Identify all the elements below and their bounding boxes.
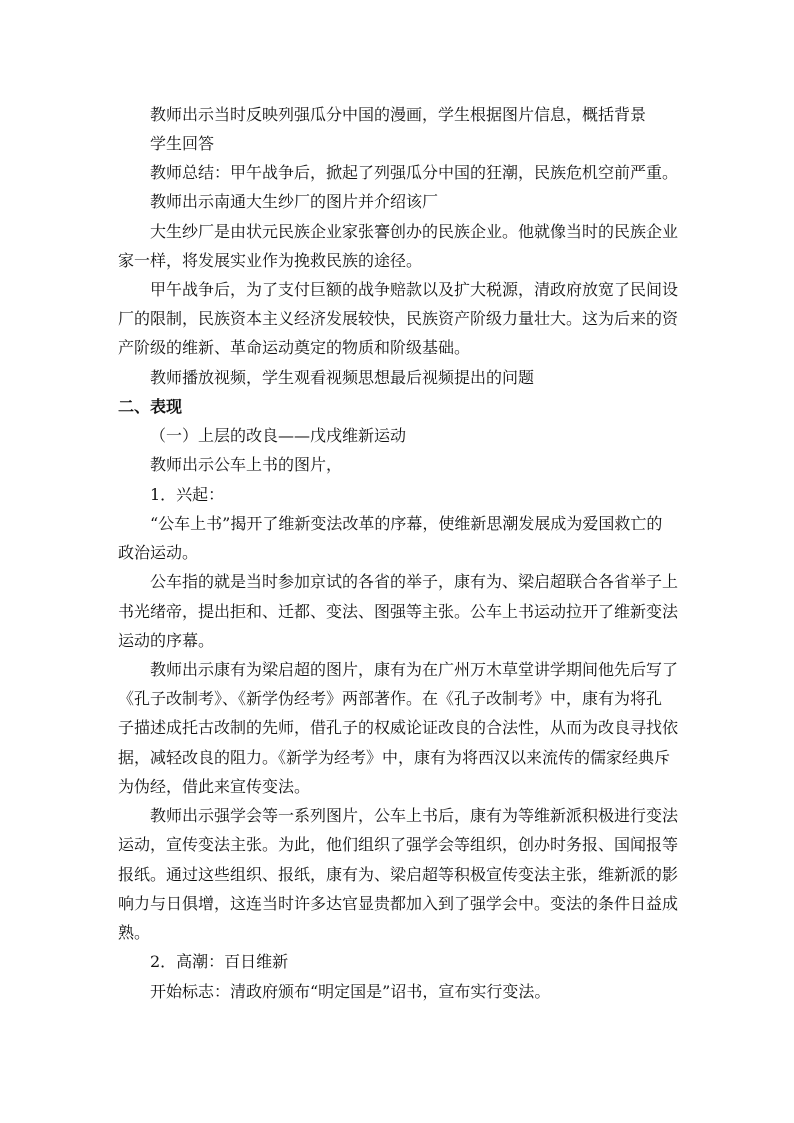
paragraph-line: 大生纱厂是由状元民族企业家张謇创办的民族企业。他就像当时的民族企业: [150, 222, 679, 241]
paragraph-line: 家一样，将发展实业作为挽救民族的途径。: [118, 251, 423, 270]
section-heading: 二、表现: [118, 397, 183, 416]
paragraph-line: 学生回答: [150, 134, 215, 153]
paragraph-line: 为伪经，借此来宣传变法。: [118, 777, 311, 796]
paragraph-line: 甲午战争后，为了支付巨额的战争赔款以及扩大税源，清政府放宽了民间设: [150, 280, 679, 299]
paragraph-line: 运动，宣传变法主张。为此，他们组织了强学会等组织，创办时务报、国闻报等: [118, 835, 679, 854]
paragraph-line: 产阶级的维新、革命运动奠定的物质和阶级基础。: [118, 338, 471, 357]
paragraph-line: 公车指的就是当时参加京试的各省的举子，康有为、梁启超联合各省举子上: [150, 572, 679, 591]
paragraph-line: 据，减轻改良的阻力。《新学为经考》中，康有为将西汉以来流传的儒家经典斥: [118, 748, 671, 767]
paragraph-line: 教师出示当时反映列强瓜分中国的漫画，学生根据图片信息，概括背景: [150, 105, 647, 124]
paragraph-line: 教师出示强学会等一系列图片，公车上书后，康有为等维新派积极进行变法: [150, 806, 679, 825]
paragraph-line: 报纸。通过这些组织、报纸，康有为、梁启超等积极宣传变法主张，维新派的影: [118, 865, 679, 884]
paragraph-line: 教师总结：甲午战争后，掀起了列强瓜分中国的狂潮，民族危机空前严重。: [150, 163, 679, 182]
paragraph-line: 教师播放视频，学生观看视频思想最后视频提出的问题: [150, 368, 535, 387]
paragraph-line: 子描述成托古改制的先师，借孔子的权威论证改良的合法性，从而为改良寻找依: [118, 718, 679, 737]
subsection-heading: （一）上层的改良——戊戌维新运动: [150, 426, 407, 445]
paragraph-line: 开始标志：清政府颁布“明定国是”诏书，宣布实行变法。: [150, 982, 551, 1001]
paragraph-line: 政治运动。: [118, 543, 199, 562]
paragraph-line: 运动的序幕。: [118, 631, 215, 650]
paragraph-line: 《孔子改制考》、《新学伪经考》两部著作。在《孔子改制考》中，康有为将孔: [118, 689, 663, 708]
paragraph-line: 厂的限制，民族资本主义经济发展较快，民族资产阶级力量壮大。这为后来的资: [118, 309, 679, 328]
paragraph-line: 熟。: [118, 923, 151, 942]
numbered-heading: 2．高潮：百日维新: [150, 952, 289, 971]
numbered-heading: 1．兴起：: [150, 485, 225, 504]
paragraph-line: 响力与日俱增，这连当时许多达官显贵都加入到了强学会中。变法的条件日益成: [118, 894, 679, 913]
paragraph-line: “公车上书”揭开了维新变法改革的序幕，使维新思潮发展成为爱国救亡的: [150, 514, 663, 533]
paragraph-line: 教师出示公车上书的图片，: [150, 455, 343, 474]
paragraph-line: 书光绪帝，提出拒和、迁都、变法、图强等主张。公车上书运动拉开了维新变法: [118, 602, 679, 621]
paragraph-line: 教师出示康有为梁启超的图片，康有为在广州万木草堂讲学期间他先后写了: [150, 660, 679, 679]
paragraph-line: 教师出示南通大生纱厂的图片并介绍该厂: [150, 192, 439, 211]
